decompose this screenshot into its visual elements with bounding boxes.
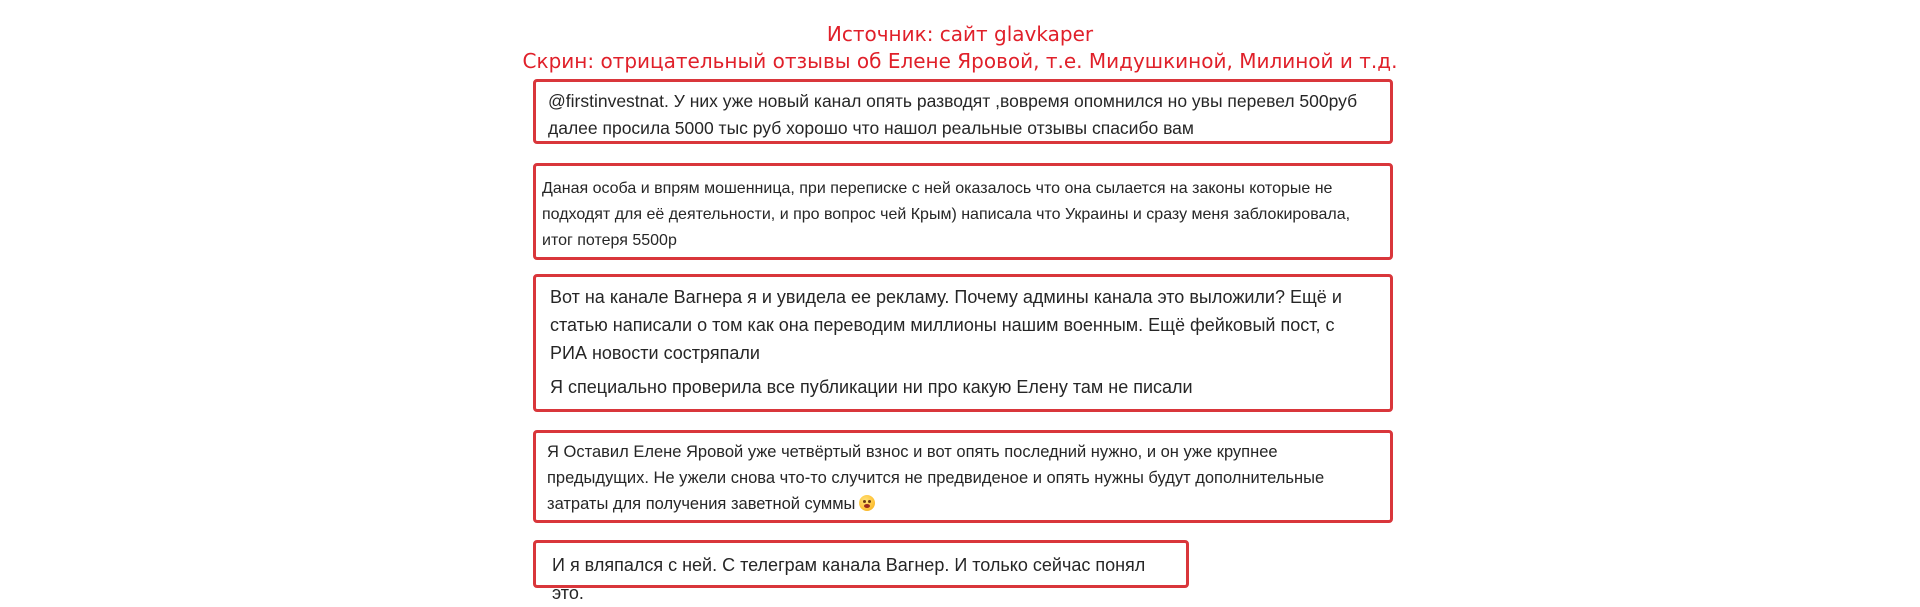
review-text: @firstinvestnat. У них уже новый канал опять разводят ,вовремя опомнился но увы перевел 500руб далее просила 5000 тыс руб хорошо что нашол реальные отзывы спасибо вам [548,91,1358,138]
review-card [533,163,1393,260]
source-caption: Источник: сайт glavkaper [826,22,1094,46]
screenshot-caption: Скрин: отрицательный отзывы об Елене Яровой, т.е. Мидушкиной, Милиной и т.д. [522,49,1398,73]
review-text: Я специально проверила все публикации ни про какую Елену там не писали [550,377,1193,397]
review-card [533,540,1189,603]
review-text: И я вляпался с ней. С телеграм канала Вагнер. И только сейчас понял это. [552,555,1146,603]
review-text: Вот на канале Вагнера я и увидела ее рекламу. Почему админы канала это выложили? Ещё и статью написали о том как она переводим миллионы нашим военным. Ещё фейковый пост, с РИА новости состряпали [550,287,1342,363]
flushed-face-icon [859,495,875,511]
review-card [533,430,1393,523]
review-paragraph [547,439,1379,517]
review-text: Даная особа и впрям мошенница, при переписке с ней оказалось что она сылается на законы которые не подходят для её деятельности, и про вопрос чей Крым) написала что Украины и сразу меня заблокировала, итог потеря 5500р [542,180,1351,249]
review-card [533,79,1393,144]
review-card [533,274,1393,412]
review-text: Я Оставил Елене Яровой уже четвёртый взнос и вот опять последний нужно, и он уже крупнее предыдущих. Не ужели снова что-то случится не предвиденое и опять нужны будут дополнительные затраты для получения заветной суммы [547,443,1325,513]
